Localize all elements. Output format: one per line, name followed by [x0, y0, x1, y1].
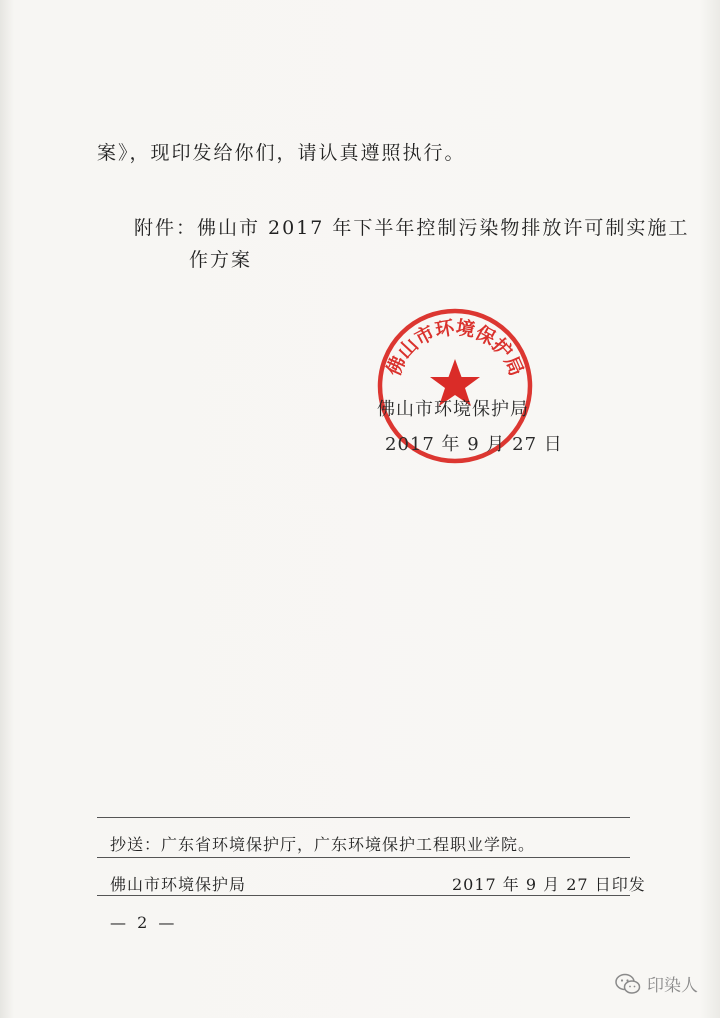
signature-date: 2017 年 9 月 27 日 [385, 434, 563, 455]
footer-print-date: 2017 年 9 月 27 日印发 [452, 875, 646, 894]
body-line-1: 案》，现印发给你们，请认真遵照执行。 [97, 142, 466, 164]
watermark [615, 971, 698, 996]
wechat-icon [615, 973, 641, 995]
attachment-line-1: 附件：佛山市 2017 年下半年控制污染物排放许可制实施工 [134, 217, 690, 239]
cc-line: 抄送：广东省环境保护厅，广东环境保护工程职业学院。 [110, 835, 536, 854]
svg-text:佛山市环境保护局: 佛山市环境保护局 [382, 316, 528, 380]
page-number: — 2 — [110, 913, 178, 932]
signature-issuer: 佛山市环境保护局 [377, 399, 529, 420]
footer-rule-top [97, 817, 630, 818]
attachment-line-2: 作方案 [189, 249, 253, 271]
footer-issuer: 佛山市环境保护局 [110, 875, 247, 894]
footer-rule-middle [97, 857, 630, 858]
watermark-text: 印染人 [647, 976, 698, 996]
footer-rule-bottom [97, 895, 630, 896]
